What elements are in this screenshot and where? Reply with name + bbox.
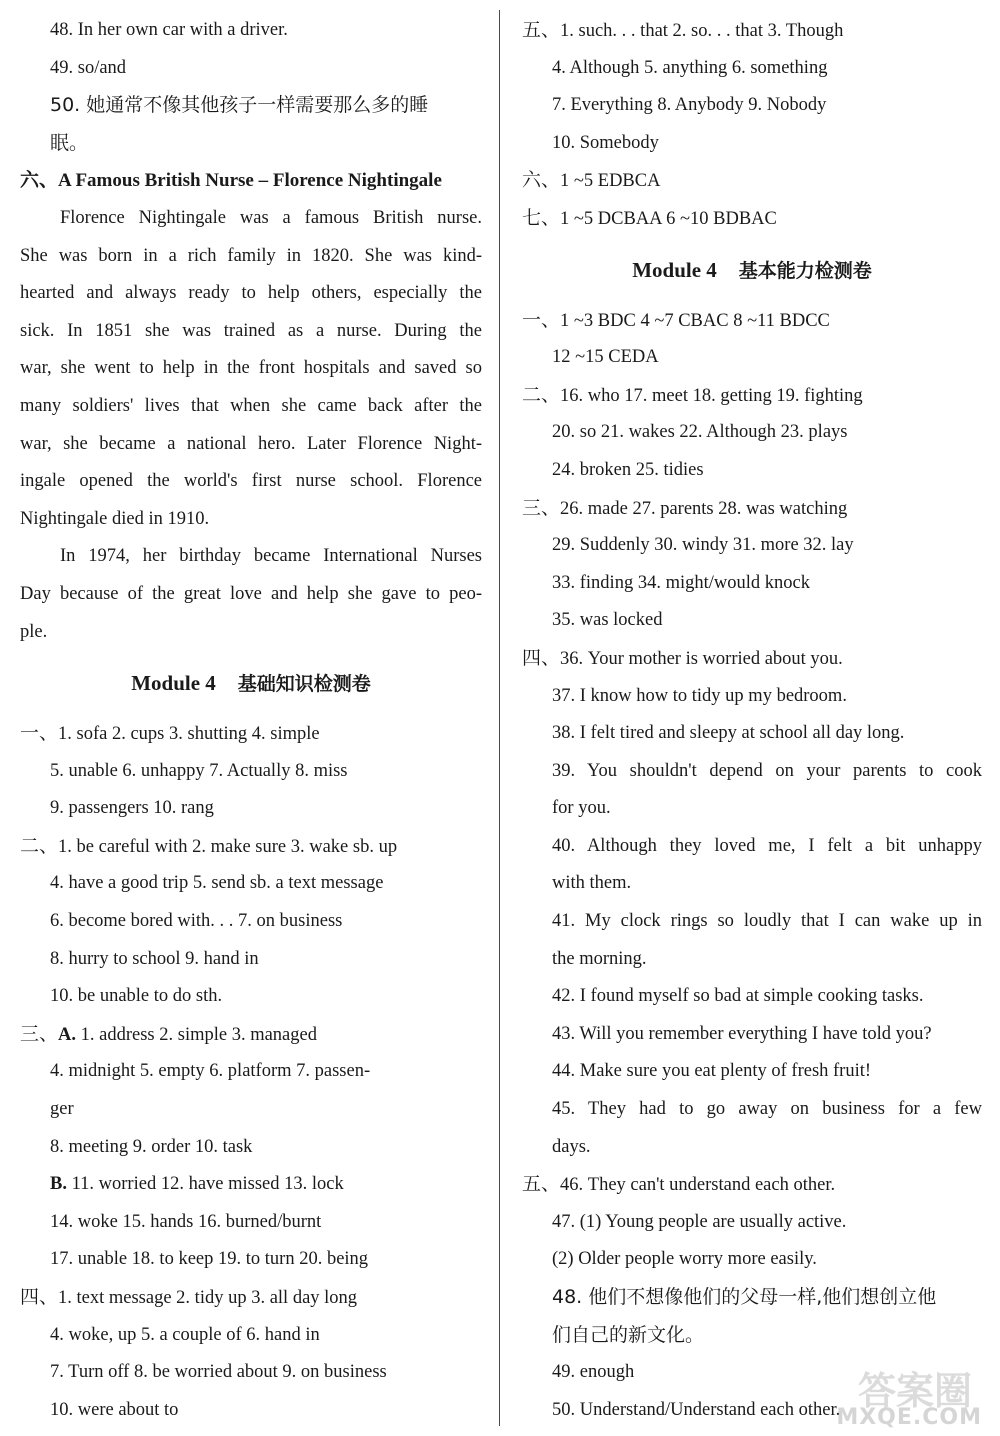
essay-line: war, she went to help in the front hospitals and saved so — [20, 358, 482, 379]
answer-line: for you. — [552, 798, 611, 819]
answer-line: 36. Your mother is worried about you. — [560, 648, 843, 669]
section-7 — [522, 200, 982, 238]
answer-line: 1 ~5 EDBCA — [560, 171, 661, 192]
answer-line: 10. be unable to do sth. — [50, 986, 223, 1007]
section-prefix: 三、 — [522, 496, 561, 519]
answer-50-cont: 眠。 — [50, 131, 89, 154]
essay-line: many soldiers' lives that when she came back after the — [20, 395, 482, 416]
site-watermark — [822, 1360, 982, 1432]
answer-line: 10. were about to — [50, 1399, 179, 1420]
answer-line: 41. My clock rings so loudly that I can wake up in — [552, 911, 982, 932]
section-5 — [522, 12, 982, 162]
essay-line: sick. In 1851 she was trained as a nurse. During the — [20, 320, 482, 341]
left-column — [20, 12, 482, 1429]
answer-line: the morning. — [552, 948, 647, 969]
section-prefix: 一、 — [522, 308, 561, 331]
answer-line: 20. so 21. wakes 22. Although 23. plays — [552, 422, 848, 443]
part-a-label: A. — [58, 1024, 77, 1045]
module-title-name: Module 4 — [632, 257, 717, 282]
answer-line: 44. Make sure you eat plenty of fresh fruit! — [552, 1061, 872, 1082]
essay-line: war, she became a national hero. Later Florence Night- — [20, 433, 482, 454]
answer-line: days. — [552, 1136, 591, 1157]
essay-line: In 1974, her birthday became International Nurses — [60, 546, 482, 567]
answer-line: 1 ~5 DCBAA 6 ~10 BDBAC — [560, 208, 777, 229]
answer-line: 们自己的新文化。 — [552, 1323, 705, 1346]
section-prefix: 四、 — [20, 1286, 59, 1308]
section-1 — [20, 715, 482, 828]
answer-line: 26. made 27. parents 28. was watching — [560, 498, 848, 519]
section-2 — [20, 828, 482, 1016]
answer-line: 46. They can't understand each other. — [560, 1175, 836, 1196]
answer-line: 40. Although they loved me, I felt a bit unhappy — [552, 835, 982, 856]
section-6-title: A Famous British Nurse – Florence Nightingale — [58, 170, 442, 192]
answer-line: 4. woke, up 5. a couple of 6. hand in — [50, 1324, 320, 1345]
answer-line: 45. They had to go away on business for a few — [552, 1099, 982, 1120]
answer-48: 48. In her own car with a driver. — [50, 20, 288, 40]
module-title-basic — [20, 651, 482, 715]
answer-line: 50. Understand/Understand each other. — [552, 1399, 841, 1420]
module-title-name: Module 4 — [131, 671, 216, 696]
watermark-logo: 答案圈 — [857, 1369, 972, 1413]
answer-line: 17. unable 18. to keep 19. to turn 20. being — [50, 1249, 369, 1270]
essay-paragraph-1 — [20, 200, 482, 538]
answer-line: ger — [50, 1099, 74, 1120]
answer-line: 11. worried 12. have missed 13. lock — [71, 1174, 344, 1195]
answer-line: 1. sofa 2. cups 3. shutting 4. simple — [58, 724, 320, 745]
essay-line: Day because of the great love and help she gave to peo- — [20, 583, 482, 604]
section-prefix: 二、 — [522, 383, 561, 406]
section-6 — [522, 162, 982, 200]
answer-line: 33. finding 34. might/would knock — [552, 572, 810, 593]
ability-section-2 — [522, 377, 982, 490]
section-prefix: 二、 — [20, 834, 59, 857]
answer-line: 8. meeting 9. order 10. task — [50, 1136, 253, 1157]
answer-line: 6. become bored with. . . 7. on business — [50, 911, 343, 932]
answer-line: 10. Somebody — [552, 132, 659, 153]
watermark-url: MXQE.COM — [836, 1405, 982, 1430]
section-6-prefix: 六、 — [20, 169, 59, 192]
section-prefix: 五、 — [522, 19, 561, 41]
section-prefix: 三、 — [20, 1022, 59, 1045]
essay-line: ple. — [20, 621, 48, 642]
answer-50: 50. 她通常不像其他孩子一样需要那么多的睡 — [50, 94, 429, 117]
answer-line: 8. hurry to school 9. hand in — [50, 948, 259, 969]
answer-line: 1. such. . . that 2. so. . . that 3. Though — [560, 21, 844, 41]
section-6-heading — [20, 162, 482, 200]
answer-line: 29. Suddenly 30. windy 31. more 32. lay — [552, 535, 854, 556]
answer-line: 7. Turn off 8. be worried about 9. on business — [50, 1362, 387, 1383]
section-prefix: 一、 — [20, 722, 59, 745]
answer-49: 49. so/and — [50, 57, 127, 78]
answer-line: 16. who 17. meet 18. getting 19. fighting — [560, 385, 863, 406]
answer-line: 9. passengers 10. rang — [50, 798, 214, 819]
section-4 — [20, 1279, 482, 1429]
answer-line: 4. have a good trip 5. send sb. a text message — [50, 873, 384, 894]
answer-line: 1. address 2. simple 3. managed — [80, 1024, 317, 1045]
section-3 — [20, 1016, 482, 1279]
essay-line: She was born in a rich family in 1820. She was kind- — [20, 245, 482, 266]
answer-line: 4. Although 5. anything 6. something — [552, 57, 828, 78]
column-divider — [499, 10, 500, 1426]
answer-line: 49. enough — [552, 1362, 635, 1383]
answer-line: 42. I found myself so bad at simple cooking tasks. — [552, 986, 924, 1007]
answer-line: 1. text message 2. tidy up 3. all day long — [58, 1288, 358, 1308]
answer-line: 38. I felt tired and sleepy at school all day long. — [552, 723, 905, 744]
ability-section-1 — [522, 302, 982, 377]
essay-line: Florence Nightingale was a famous British nurse. — [60, 207, 482, 228]
answer-line: 39. You shouldn't depend on your parents to cook — [552, 760, 982, 781]
answer-line: 7. Everything 8. Anybody 9. Nobody — [552, 95, 827, 116]
section-prefix: 六、 — [522, 169, 561, 192]
answer-line: 48. 他们不想像他们的父母一样,他们想创立他 — [552, 1286, 937, 1308]
section-prefix: 四、 — [522, 646, 561, 669]
module-title-ability — [522, 238, 982, 302]
answer-line: (2) Older people worry more easily. — [552, 1249, 817, 1270]
answer-line: 12 ~15 CEDA — [552, 347, 659, 368]
answer-line: 14. woke 15. hands 16. burned/burnt — [50, 1211, 322, 1232]
answer-line: 43. Will you remember everything I have told you? — [552, 1023, 932, 1044]
section-prefix: 五、 — [522, 1173, 561, 1196]
essay-line: ingale opened the world's first nurse school. Florence — [20, 471, 482, 492]
answer-line: 5. unable 6. unhappy 7. Actually 8. miss — [50, 760, 348, 781]
answer-line: 1 ~3 BDC 4 ~7 CBAC 8 ~11 BDCC — [560, 310, 830, 331]
ability-section-3 — [522, 490, 982, 640]
answer-line: 35. was locked — [552, 610, 663, 631]
module-title-subtitle: 基础知识检测卷 — [237, 673, 371, 696]
answer-line: 47. (1) Young people are usually active. — [552, 1211, 847, 1232]
essay-paragraph-2 — [20, 538, 482, 651]
answer-line: 4. midnight 5. empty 6. platform 7. passen- — [50, 1061, 371, 1082]
answer-line: 24. broken 25. tidies — [552, 459, 704, 480]
part-b-label: B. — [50, 1174, 67, 1195]
essay-line: Nightingale died in 1910. — [20, 508, 210, 529]
answer-line: 37. I know how to tidy up my bedroom. — [552, 685, 847, 706]
answer-line: 1. be careful with 2. make sure 3. wake sb. up — [58, 836, 398, 857]
section-prefix: 七、 — [522, 206, 561, 229]
ability-section-4 — [522, 640, 982, 1166]
right-column — [522, 12, 982, 1429]
module-title-subtitle: 基本能力检测卷 — [738, 259, 872, 282]
answer-line: with them. — [552, 873, 632, 894]
essay-line: hearted and always ready to help others, especially the — [20, 283, 482, 304]
